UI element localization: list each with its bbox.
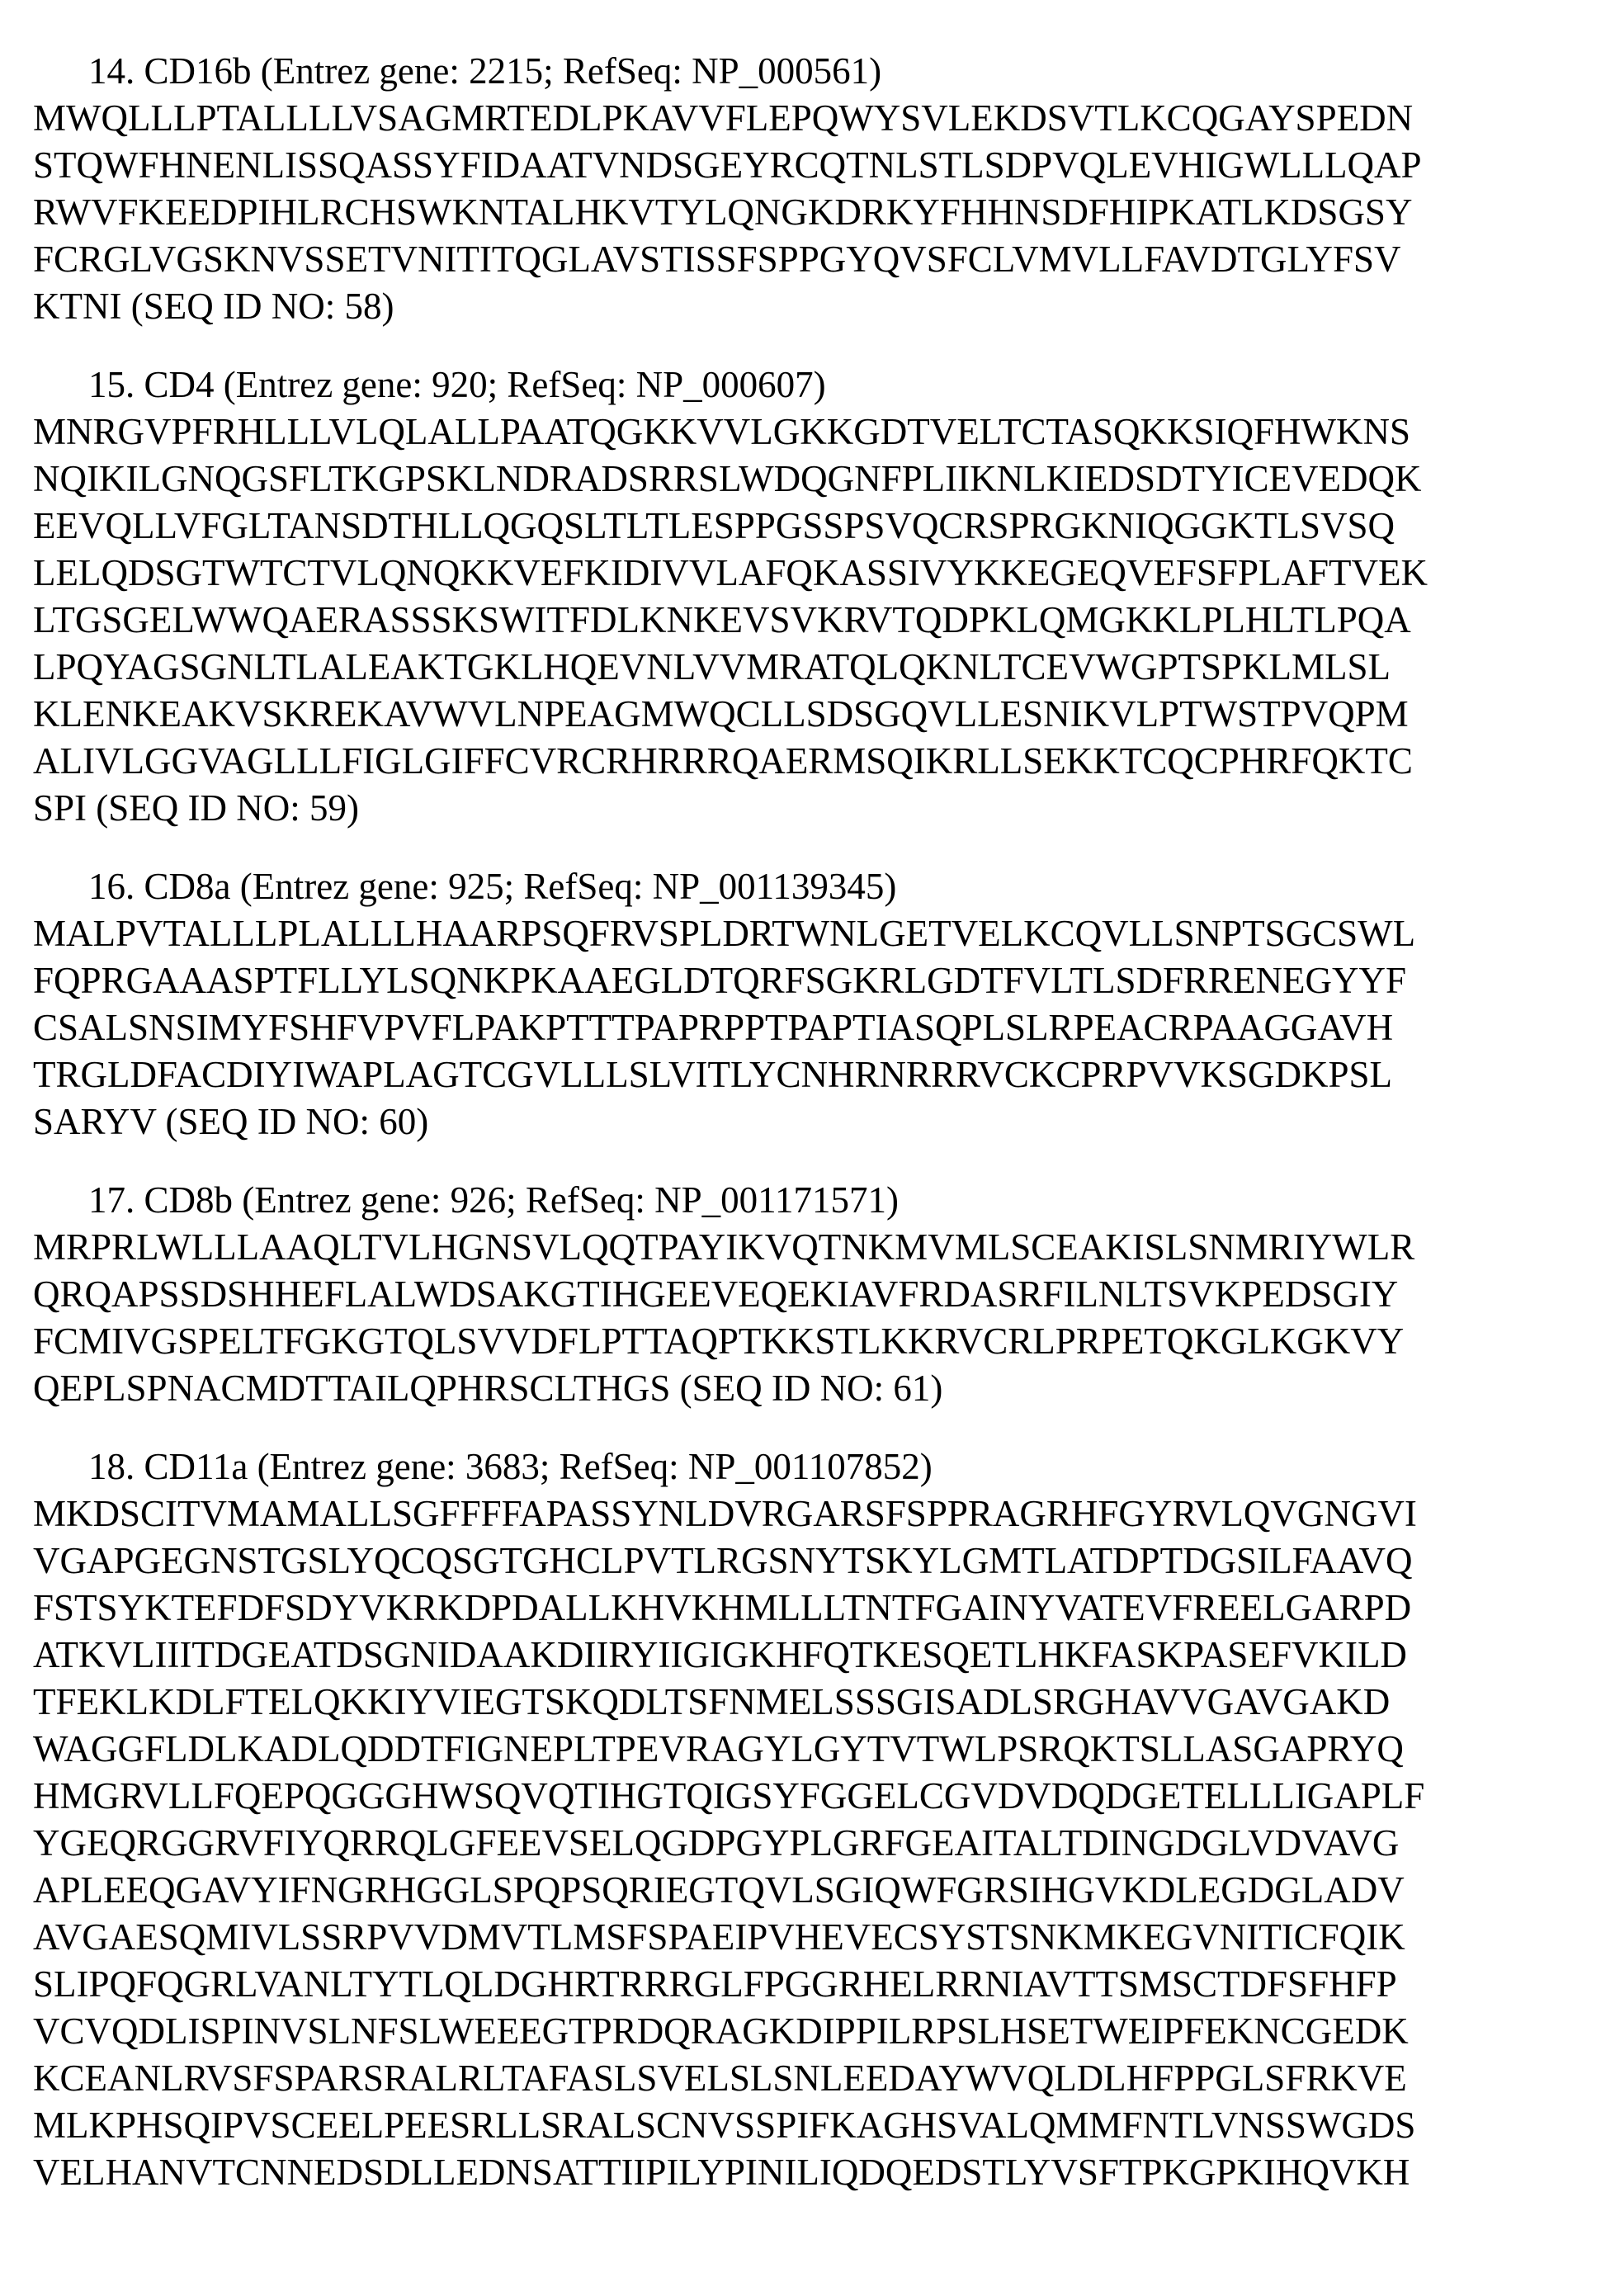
sequence-line: YGEQRGGRVFIYQRRQLGFEEVSELQGDPGYPLGRFGEAITALTDINGDGLVDVAVG (33, 1822, 1400, 1864)
sequence-line: TRGLDFACDIYIWAPLAGTCGVLLLSLVITLYCNHRNRRRVCKCPRPVVKSGDKPSL (33, 1054, 1393, 1095)
sequence-line: CSALSNSIMYFSHFVPVFLPAKPTTTPAPRPPTPAPTIASQPLSLRPEACRPAAGGAVH (33, 1007, 1394, 1048)
sequence-line: FCRGLVGSKNVSSETVNITITQGLAVSTISSFSPPGYQVSFCLVMVLLFAVDTGLYFSV (33, 239, 1401, 280)
sequence-line: FCMIVGSPELTFGKGTQLSVVDFLPTTAQPTKKSTLKKRVCRLPRPETQKGLKGKVY (33, 1320, 1405, 1362)
sequence-line: KLENKEAKVSKREKAVWVLNPEAGMWQCLLSDSGQVLLESNIKVLPTWSTPVQPM (33, 693, 1409, 735)
sequence-line: ATKVLIIITDGEATDSGNIDAAKDIIRYIIGIGKHFQTKESQETLHKFASKPASEFVKILD (33, 1634, 1407, 1675)
sequence-line: LPQYAGSGNLTLALEAKTGKLHQEVNLVVMRATQLQKNLTCEVWGPTSPKLMLSL (33, 646, 1391, 687)
sequence-line: LTGSGELWWQAERASSSKSWITFDLKNKEVSVKRVTQDPKLQMGKKLPLHLTLPQA (33, 599, 1411, 640)
sequence-line: MNRGVPFRHLLLVLQLALLPAATQGKKVVLGKKGDTVELTCTASQKKSIQFHWKNS (33, 411, 1410, 452)
sequence-line: QEPLSPNACMDTTAILQPHRSCLTHGS (SEQ ID NO: 61) (33, 1368, 943, 1409)
sequence-line: SPI (SEQ ID NO: 59) (33, 787, 360, 829)
sequence-entry-cd8a (33, 863, 1584, 1146)
sequence-line: VELHANVTCNNEDSDLLEDNSATTIIPILYPINILIQDQEDSTLYVSFTPKGPKIHQVKH (33, 2152, 1410, 2193)
sequence-entry-cd16b (33, 48, 1584, 330)
sequence-line: MKDSCITVMAMALLSGFFFFAPASSYNLDVRGARSFSPPRAGRHFGYRVLQVGNGVI (33, 1493, 1417, 1534)
sequence-entry-cd11a (33, 1443, 1584, 2196)
sequence-line: APLEEQGAVYIFNGRHGGLSPQPSQRIEGTQVLSGIQWFGRSIHGVKDLEGDGLADV (33, 1869, 1405, 1911)
sequence-line: FSTSYKTEFDFSDYVKRKDPDALLKHVKHMLLLTNTFGAINYVATEVFREELGARPD (33, 1587, 1412, 1628)
sequence-line: KTNI (SEQ ID NO: 58) (33, 286, 394, 327)
sequence-line: KCEANLRVSFSPARSRALRLTAFASLSVELSLSNLEEDAYWVQLDLHFPPGLSFRKVE (33, 2057, 1407, 2099)
sequence-entry-cd8b (33, 1177, 1584, 1412)
sequence-line: ALIVLGGVAGLLLFIGLGIFFCVRCRHRRRQAERMSQIKRLLSEKKTCQCPHRFQKTC (33, 740, 1413, 782)
sequence-line: QRQAPSSDSHHEFLALWDSAKGTIHGEEVEQEKIAVFRDASRFILNLTSVKPEDSGIY (33, 1273, 1399, 1315)
sequence-line: SARYV (SEQ ID NO: 60) (33, 1101, 429, 1142)
sequence-line: VGAPGEGNSTGSLYQCQSGTGHCLPVTLRGSNYTSKYLGMTLATDPTDGSILFAAVQ (33, 1540, 1413, 1581)
sequence-line: WAGGFLDLKADLQDDTFIGNEPLTPEVRAGYLGYTVTWLPSRQKTSLLASGAPRYQ (33, 1728, 1404, 1769)
sequence-line: SLIPQFQGRLVANLTYTLQLDGHRTRRRGLFPGGRHELRRNIAVTTSMSCTDFSFHFP (33, 1963, 1397, 2005)
sequence-line: FQPRGAAASPTFLLYLSQNKPKAAEGLDTQRFSGKRLGDTFVLTLSDFRRENEGYYF (33, 960, 1407, 1001)
sequence-line: MRPRLWLLLAAQLTVLHGNSVLQQTPAYIKVQTNKMVMLSCEAKISLSNMRIYWLR (33, 1226, 1415, 1268)
sequence-line: NQIKILGNQGSFLTKGPSKLNDRADSRRSLWDQGNFPLIIKNLKIEDSDTYICEVEDQK (33, 458, 1422, 499)
sequence-line: HMGRVLLFQEPQGGGHWSQVQTIHGTQIGSYFGGELCGVDVDQDGETELLLIGAPLF (33, 1775, 1425, 1816)
document-page (33, 48, 1584, 2196)
sequence-entry-cd4 (33, 361, 1584, 832)
sequence-line: LELQDSGTWTCTVLQNQKKVEFKIDIVVLAFQKASSIVYKKEGEQVEFSFPLAFTVEK (33, 552, 1428, 593)
entry-heading: 14. CD16b (Entrez gene: 2215; RefSeq: NP_000561) (88, 50, 882, 92)
sequence-line: TFEKLKDLFTELQKKIYVIEGTSKQDLTSFNMELSSSGISADLSRGHAVVGAVGAKD (33, 1681, 1391, 1722)
entry-heading: 15. CD4 (Entrez gene: 920; RefSeq: NP_000607) (88, 364, 826, 405)
sequence-line: MLKPHSQIPVSCEELPEESRLLSRALSCNVSSPIFKAGHSVALQMMFNTLVNSSWGDS (33, 2105, 1416, 2146)
sequence-line: VCVQDLISPINVSLNFSLWEEEGTPRDQRAGKDIPPILRPSLHSETWEIPFEKNCGEDK (33, 2010, 1409, 2052)
sequence-line: MWQLLLPTALLLLVSAGMRTEDLPKAVVFLEPQWYSVLEKDSVTLKCQGAYSPEDN (33, 97, 1414, 139)
entry-heading: 17. CD8b (Entrez gene: 926; RefSeq: NP_001171571) (88, 1179, 899, 1221)
entry-heading: 16. CD8a (Entrez gene: 925; RefSeq: NP_001139345) (88, 866, 897, 907)
sequence-line: MALPVTALLLPLALLLHAARPSQFRVSPLDRTWNLGETVELKCQVLLSNPTSGCSWL (33, 913, 1416, 954)
sequence-line: AVGAESQMIVLSSRPVVDMVTLMSFSPAEIPVHEVECSYSTSNKMKEGVNITICFQIK (33, 1916, 1405, 1958)
entry-heading: 18. CD11a (Entrez gene: 3683; RefSeq: NP_001107852) (88, 1446, 933, 1487)
sequence-line: STQWFHNENLISSQASSYFIDAATVNDSGEYRCQTNLSTLSDPVQLEVHIGWLLLQAP (33, 144, 1422, 186)
sequence-line: RWVFKEEDPIHLRCHSWKNTALHKVTYLQNGKDRKYFHHNSDFHIPKATLKDSGSY (33, 191, 1413, 233)
sequence-line: EEVQLLVFGLTANSDTHLLQGQSLTLTLESPPGSSPSVQCRSPRGKNIQGGKTLSVSQ (33, 505, 1395, 546)
